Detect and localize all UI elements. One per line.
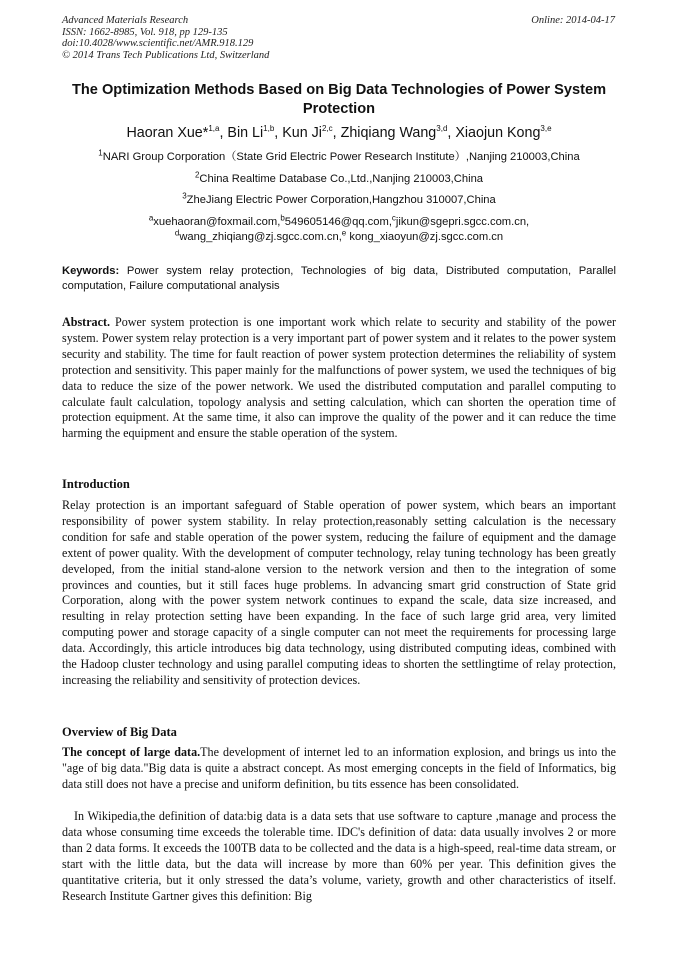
keywords-block: [62, 264, 616, 294]
author-sup: 1,a: [208, 124, 220, 134]
author-name: Kun Ji: [282, 125, 322, 141]
affiliation: [62, 172, 616, 187]
email-a[interactable]: xuehaoran@foxmail.com: [153, 216, 278, 228]
affiliation-text: NARI Group Corporation（State Grid Electric Power Research Institute）,Nanjing 210003,China: [102, 151, 580, 163]
affiliation-sup: 3: [182, 191, 187, 201]
affiliation-text: China Realtime Database Co.,Ltd.,Nanjing 210003,China: [199, 173, 484, 185]
email-d[interactable]: wang_zhiqiang@zj.sgcc.com.cn: [179, 230, 339, 243]
affiliation-sup: 1: [98, 148, 103, 158]
author-name: Xiaojun Kong: [455, 125, 541, 141]
email-e[interactable]: kong_xiaoyun@zj.sgcc.com.cn: [349, 230, 504, 243]
concept-text: The development of internet led to an information explosion, and brings us into the "age of big data."Big data is quite a abstract concept. As most emerging concepts in the field of Informatics, big data still does not have a precise and uniform definition, bu tits essence has been consolidated.: [62, 745, 616, 791]
author-name: Bin Li: [227, 125, 264, 141]
email-block: $^a$xuehaoran@foxmail.com,$^b$549605146@qq.com,$^c$jikun@sgepri.sgcc.com.cn, $^d$wang_zhiqiang@zj.sgcc.com.cn,$^e$ kong_xiaoyun@zj.sgcc.com.cn: [148, 213, 530, 243]
keywords-label: Keywords:: [62, 265, 120, 277]
overview-paragraph-2: In Wikipedia,the definition of data:big data is a data sets that use software to capture ,manage and process the data whose consuming time exceeds the tolerable time. IDC's definition of data: data usually involves 2 or more than 2 data forms. It exceeds the 100TB data to be collected and the data is a high-speed, real-time data stream, or start with the little data, but the data will increase by more than 60% per year. This definition gives the quantitative criteria, but it only stressed the data’s volume, variety, growth and other characteristics of itself. Research Institute Gartner gives this definition: Big: [62, 809, 616, 903]
author-sup: 3,d: [436, 124, 448, 134]
concept-label: The concept of large data.: [62, 745, 201, 759]
overview-heading: Overview of Big Data: [62, 725, 177, 739]
overview-paragraph-1: [62, 745, 616, 793]
author-sup: 3,e: [540, 124, 552, 134]
abstract-paragraph: [62, 315, 616, 442]
affiliation: [62, 150, 616, 165]
author-sup: 1,b: [263, 124, 275, 134]
author-list: Haoran Xue*$^{1,a}$, Bin Li$^{1,b}$, Kun Ji$^{2,c}$, Zhiqiang Wang$^{3,d}$, Xiaojun Kong$^{3,e}$: [126, 124, 552, 141]
affiliation-text: ZheJiang Electric Power Corporation,Hangzhou 310007,China: [186, 194, 496, 206]
copyright-line: © 2014 Trans Tech Publications Ltd, Switzerland: [62, 49, 270, 61]
introduction-heading: Introduction: [62, 477, 130, 491]
issn-line: ISSN: 1662-8985, Vol. 918, pp 129-135: [62, 26, 228, 38]
email-b[interactable]: 549605146@qq.com: [284, 216, 389, 228]
paper-title: The Optimization Methods Based on Big Data Technologies of Power System Protection: [71, 82, 607, 117]
online-date: Online: 2014-04-17: [531, 15, 615, 26]
email-c[interactable]: jikun@sgepri.sgcc.com.cn: [395, 216, 527, 228]
author-name: Zhiqiang Wang: [340, 125, 437, 141]
abstract-label: Abstract.: [62, 315, 111, 329]
keywords-text: Power system relay protection, Technologies of big data, Distributed computation, Parallel computation, Failure computational analysis: [62, 265, 617, 292]
affiliation-sup: 2: [194, 170, 200, 180]
doi-line: doi:10.4028/www.scientific.net/AMR.918.129: [62, 38, 254, 50]
author-name: Haoran Xue*: [126, 125, 209, 141]
journal-header: [62, 15, 269, 61]
abstract-text: Power system protection is one important work which relate to security and stability of the power system. Power system relay protection is a very important part of power system and it relates to the power system security and stability. The time for fault reaction of power system protection determines the reliability of system protection and sensitivity. This paper mainly for the malfunctions of power system, we used the techniques of big data to reduce the size of the power network. We used the distributed computation and parallel computing to calculate fault calculation, topology analysis and setting calculation, which can shorten the operation time of protection equipment. At the same time, it also can improve the quality of the power and it can reduce the time harming the equipment and ensure the stable operation of the system.: [62, 315, 616, 441]
introduction-paragraph: Relay protection is an important safeguard of Stable operation of power system, which bears an important responsibility of power system stability. In relay protection,reasonably setting calculation is the necessary condition for safe and stable operation of the power system, reducing the failure of equipment and the damage extent of power quality. With the development of computer technology, relay tuning technology has been greatly developed, from the initial stand-alone version to the network version and then to the integration of some provinces and counties, but it still faces huge problems. In advancing smart grid construction of State grid Corporation, along with the power system network continues to expand the scale, data size increased, and resulting in relay protection setting have been expanding. In the face of such large grid area, very limited computing power and storage capacity of a single computer can not meet the requirements for processing large data. Accordingly, this article introduces big data technology, using distributed computing ideas, combined with the Hadoop cluster technology and using parallel computing ideas to shorten the settlingtime of relay protection, increasing the reliability and sensitivity of protection devices.: [62, 498, 616, 687]
affiliation: [62, 193, 616, 208]
journal-name: Advanced Materials Research: [62, 15, 189, 26]
author-sup: 2,c: [322, 124, 333, 134]
